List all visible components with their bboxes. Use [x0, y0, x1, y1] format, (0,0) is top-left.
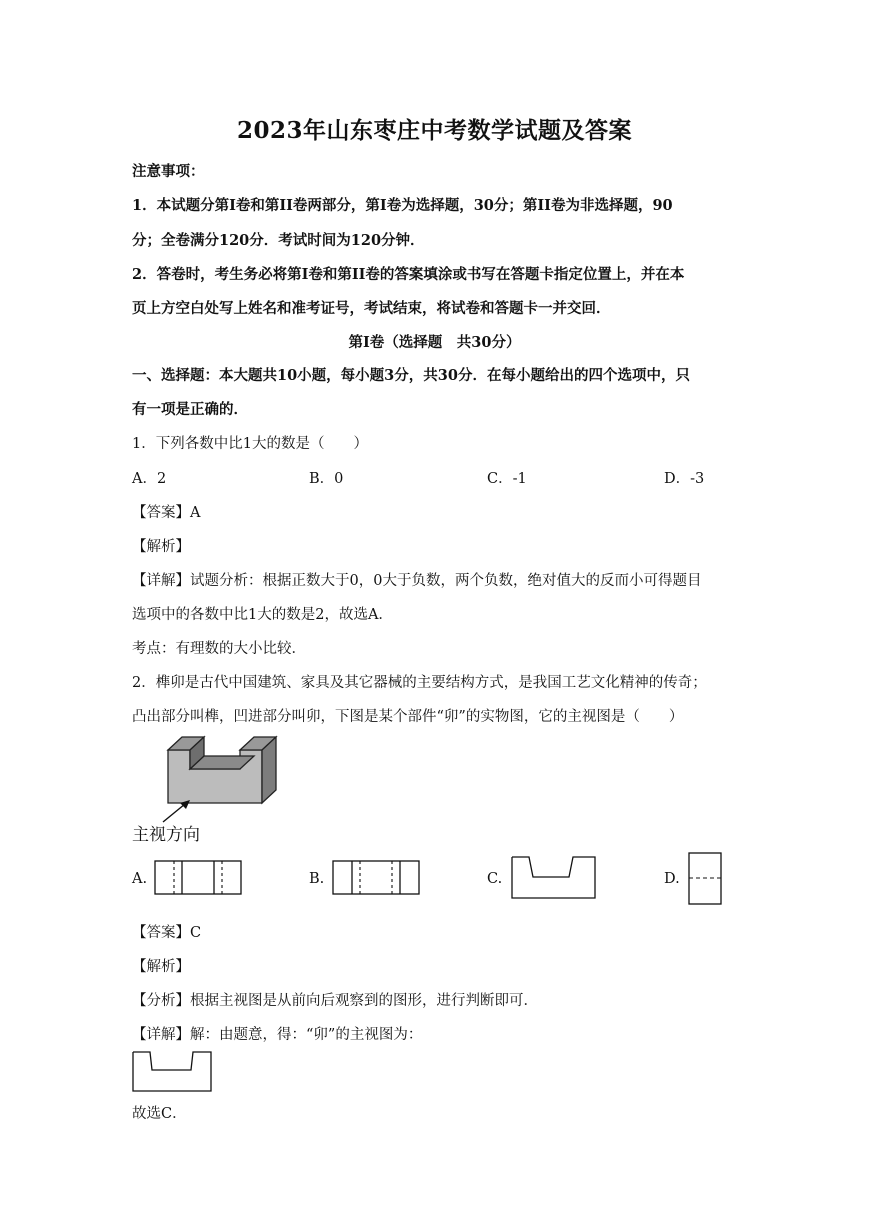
mortise-3d-figure	[166, 735, 281, 805]
question-2-option-b-label: B.	[309, 871, 325, 887]
question-1-option-b: B．0	[309, 471, 344, 487]
question-1-option-c: C．-1	[487, 471, 527, 487]
question-2-conclusion: 故选C．	[132, 1106, 187, 1122]
question-1-kaodian: 考点：有理数的大小比较．	[132, 641, 306, 657]
question-2-fenxi: 【分析】根据主视图是从前向后观察到的图形，进行判断即可．	[132, 993, 538, 1009]
notice-item-2-line-2: 页上方空白处写上姓名和准考证号，考试结束，将试卷和答题卡一并交回．	[132, 300, 611, 317]
question-2-stem-line-1: 2．榫卯是古代中国建筑、家具及其它器械的主要结构方式，是我国工艺文化精神的传奇；	[132, 675, 707, 691]
question-2-option-c-figure	[511, 856, 599, 900]
question-1-answer: 【答案】A	[132, 505, 201, 521]
question-2-analysis: 【解析】	[132, 959, 190, 975]
page-title: 2023年山东枣庄中考数学试题及答案	[236, 117, 632, 144]
notice-item-2-line-1: 2．答卷时，考生务必将第Ⅰ卷和第ⅠI卷的答案填涂或书写在答题卡指定位置上，并在本	[132, 266, 685, 283]
question-2-option-a-label: A.	[132, 871, 148, 887]
question-2-solution-figure	[132, 1051, 214, 1093]
section-1-instructions-line-1: 一、选择题：本大题共10小题，每小题3分，共30分．在每小题给出的四个选项中，只	[132, 367, 690, 384]
question-1-option-d: D．-3	[664, 471, 705, 487]
question-2-option-d-label: D.	[664, 871, 680, 887]
question-2-option-b-figure	[332, 860, 422, 896]
notice-item-1-line-1: 1．本试题分第Ⅰ卷和第ⅠI卷两部分，第Ⅰ卷为选择题，30分；第ⅠI卷为非选择题，90	[132, 197, 673, 214]
question-1-stem: 1．下列各数中比1大的数是（ ）	[132, 436, 368, 452]
question-2-option-c-label: C.	[487, 871, 503, 887]
notice-heading: 注意事项：	[132, 163, 205, 180]
question-2-detail: 【详解】解：由题意，得：“卯”的主视图为：	[132, 1027, 423, 1043]
section-1-title: 第Ⅰ卷（选择题 共30分）	[348, 334, 521, 351]
notice-item-1-line-2: 分；全卷满分120分．考试时间为120分钟．	[132, 232, 425, 249]
question-1-option-a: A．2	[132, 471, 167, 487]
question-2-stem-line-2: 凸出部分叫榫，凹进部分叫卯，下图是某个部件“卯”的实物图，它的主视图是（ ）	[132, 709, 684, 725]
question-2-option-a-figure	[154, 860, 244, 896]
question-1-detail-line-1: 【详解】试题分析：根据正数大于0，0大于负数，两个负数，绝对值大的反而小可得题目	[132, 573, 702, 589]
question-2-option-d-figure	[688, 852, 724, 906]
question-2-answer: 【答案】C	[132, 925, 202, 941]
figure-caption: 主视方向	[132, 825, 200, 845]
question-1-detail-line-2: 选项中的各数中比1大的数是2，故选A．	[132, 607, 393, 623]
section-1-instructions-line-2: 有一项是正确的．	[132, 401, 248, 418]
question-1-analysis: 【解析】	[132, 539, 190, 555]
